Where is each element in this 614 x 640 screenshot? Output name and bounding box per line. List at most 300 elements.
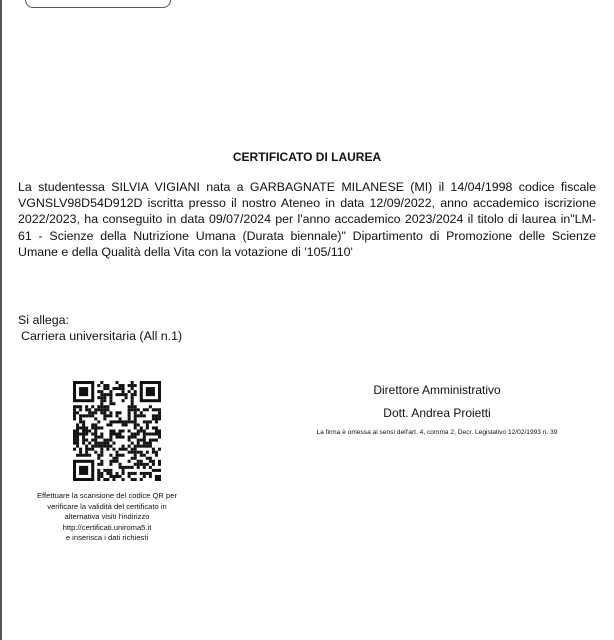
qr-module <box>79 417 82 420</box>
qr-module <box>152 460 155 463</box>
qr-module <box>94 429 97 432</box>
qr-module <box>91 433 94 436</box>
qr-module <box>143 466 146 469</box>
qr-module <box>122 454 125 457</box>
qr-module <box>155 420 158 423</box>
qr-module <box>106 439 109 442</box>
qr-module <box>73 448 76 451</box>
qr-module <box>103 445 106 448</box>
qr-module <box>100 408 103 411</box>
qr-module <box>134 426 137 429</box>
qr-module <box>152 426 155 429</box>
qr-module <box>131 457 134 460</box>
qr-module <box>103 442 106 445</box>
qr-module <box>152 414 155 417</box>
qr-module <box>134 463 137 466</box>
qr-module <box>73 405 76 408</box>
qr-module <box>122 436 125 439</box>
qr-module <box>131 451 134 454</box>
qr-module <box>82 433 85 436</box>
qr-module <box>137 429 140 432</box>
qr-module <box>97 426 100 429</box>
qr-module <box>94 436 97 439</box>
qr-module <box>137 463 140 466</box>
qr-module <box>94 442 97 445</box>
qr-module <box>91 411 94 414</box>
qr-module <box>137 442 140 445</box>
qr-module <box>125 423 128 426</box>
qr-module <box>85 439 88 442</box>
qr-module <box>155 475 158 478</box>
qr-module <box>128 436 131 439</box>
qr-module <box>134 417 137 420</box>
qr-module <box>122 469 125 472</box>
qr-module <box>115 381 118 384</box>
qr-module <box>100 402 103 405</box>
signature-note: La firma è omessa ai sensi dell'art. 4, comma 2, Decr. Legislativo 12/02/1993 n. 39 <box>316 429 558 436</box>
qr-module <box>76 405 79 408</box>
qr-caption-line: verificare la validità del certificato in <box>47 501 167 511</box>
qr-module <box>134 451 137 454</box>
signatory-role: Direttore Amministrativo <box>373 383 501 397</box>
qr-module <box>125 466 128 469</box>
qr-module <box>134 423 137 426</box>
qr-module <box>76 423 79 426</box>
qr-module <box>146 457 149 460</box>
qr-module <box>79 433 82 436</box>
qr-module <box>103 439 106 442</box>
qr-module <box>155 417 158 420</box>
qr-module <box>76 433 79 436</box>
qr-module <box>149 445 152 448</box>
qr-module <box>100 426 103 429</box>
qr-module <box>155 439 158 442</box>
qr-module <box>158 429 161 432</box>
header-box <box>25 0 171 8</box>
qr-module <box>106 408 109 411</box>
qr-module <box>146 423 149 426</box>
qr-module <box>125 420 128 423</box>
qr-module <box>103 384 106 387</box>
qr-module <box>119 429 122 432</box>
qr-module <box>122 429 125 432</box>
qr-module <box>112 433 115 436</box>
qr-module <box>119 387 122 390</box>
qr-module <box>155 414 158 417</box>
qr-module <box>137 433 140 436</box>
qr-module <box>143 472 146 475</box>
qr-module <box>94 445 97 448</box>
signatory-name: Dott. Andrea Proietti <box>383 406 491 420</box>
qr-module <box>100 411 103 414</box>
qr-module <box>119 454 122 457</box>
qr-module <box>134 420 137 423</box>
qr-module <box>143 439 146 442</box>
qr-module <box>94 408 97 411</box>
qr-module <box>112 448 115 451</box>
qr-module <box>91 448 94 451</box>
qr-module <box>97 457 100 460</box>
qr-module <box>131 393 134 396</box>
qr-module <box>103 408 106 411</box>
qr-module <box>76 439 79 442</box>
qr-module <box>82 429 85 432</box>
qr-module <box>100 396 103 399</box>
qr-module <box>79 414 82 417</box>
certificate-body: La studentessa SILVIA VIGIANI nata a GARBAGNATE MILANESE (MI) il 14/04/1998 codice fiscale VGNSLV98D54D912D iscritta presso il nostro Ateneo in data 12/09/2022, anno accademico iscrizione 2022/2023, ha conseguito in data 09/07/2024 per l'anno accademico 2023/2024 il titolo di laurea in"LM-61 - Scienze della Nutrizione Umana (Durata biennale)" Dipartimento di Promozione delle Scienze Umane e della Qualità della Vita con la votazione di '105/110' <box>18 180 596 259</box>
qr-module <box>149 442 152 445</box>
qr-module <box>140 429 143 432</box>
qr-module <box>109 402 112 405</box>
qr-module <box>79 408 82 411</box>
qr-module <box>100 442 103 445</box>
qr-module <box>119 436 122 439</box>
qr-module <box>97 475 100 478</box>
qr-finder <box>79 466 88 475</box>
qr-module <box>122 384 125 387</box>
qr-module <box>146 451 149 454</box>
qr-module <box>97 463 100 466</box>
qr-module <box>140 472 143 475</box>
attachments <box>18 313 182 344</box>
qr-caption-url: http://certificati.uniroma5.it <box>62 522 152 532</box>
qr-module <box>103 405 106 408</box>
qr-module <box>155 454 158 457</box>
qr-module <box>140 426 143 429</box>
qr-module <box>100 436 103 439</box>
qr-module <box>115 393 118 396</box>
qr-module <box>119 433 122 436</box>
qr-module <box>73 433 76 436</box>
qr-module <box>88 414 91 417</box>
qr-module <box>94 439 97 442</box>
qr-module <box>82 414 85 417</box>
qr-module <box>97 390 100 393</box>
qr-module <box>134 472 137 475</box>
qr-module <box>73 436 76 439</box>
qr-module <box>91 414 94 417</box>
qr-module <box>106 405 109 408</box>
qr-module <box>125 396 128 399</box>
qr-module <box>82 426 85 429</box>
qr-module <box>134 454 137 457</box>
qr-module <box>109 423 112 426</box>
qr-module <box>109 454 112 457</box>
qr-module <box>122 478 125 481</box>
qr-module <box>91 426 94 429</box>
qr-module <box>82 423 85 426</box>
qr-module <box>79 420 82 423</box>
qr-module <box>146 420 149 423</box>
qr-module <box>76 429 79 432</box>
qr-module <box>106 393 109 396</box>
qr-module <box>115 436 118 439</box>
qr-module <box>155 469 158 472</box>
qr-module <box>88 454 91 457</box>
qr-module <box>131 408 134 411</box>
qr-module <box>100 463 103 466</box>
qr-module <box>106 423 109 426</box>
qr-module <box>100 445 103 448</box>
qr-module <box>106 414 109 417</box>
qr-module <box>137 439 140 442</box>
qr-module <box>100 448 103 451</box>
qr-module <box>152 448 155 451</box>
qr-module <box>155 429 158 432</box>
qr-module <box>152 469 155 472</box>
qr-module <box>122 466 125 469</box>
qr-module <box>85 433 88 436</box>
qr-module <box>73 411 76 414</box>
qr-module <box>131 448 134 451</box>
qr-module <box>112 475 115 478</box>
qr-module <box>128 466 131 469</box>
qr-module <box>100 475 103 478</box>
qr-module <box>155 408 158 411</box>
qr-module <box>112 457 115 460</box>
qr-module <box>140 463 143 466</box>
qr-module <box>128 472 131 475</box>
qr-module <box>122 420 125 423</box>
qr-module <box>112 402 115 405</box>
qr-module <box>97 396 100 399</box>
qr-module <box>155 433 158 436</box>
qr-module <box>106 387 109 390</box>
qr-module <box>128 414 131 417</box>
qr-module <box>88 448 91 451</box>
qr-module <box>149 472 152 475</box>
attachment-item: Carriera universitaria (All n.1) <box>21 328 183 343</box>
qr-module <box>76 436 79 439</box>
qr-module <box>79 405 82 408</box>
qr-module <box>109 399 112 402</box>
qr-module <box>137 408 140 411</box>
qr-module <box>131 387 134 390</box>
qr-module <box>158 411 161 414</box>
qr-module <box>115 420 118 423</box>
qr-module <box>134 384 137 387</box>
qr-module <box>146 433 149 436</box>
qr-module <box>131 381 134 384</box>
qr-module <box>112 387 115 390</box>
qr-module <box>131 436 134 439</box>
qr-module <box>131 405 134 408</box>
qr-module <box>112 478 115 481</box>
qr-module <box>149 466 152 469</box>
qr-module <box>109 414 112 417</box>
qr-module <box>119 466 122 469</box>
qr-module <box>152 408 155 411</box>
qr-module <box>85 408 88 411</box>
qr-caption <box>30 491 184 544</box>
qr-module <box>91 445 94 448</box>
qr-module <box>137 466 140 469</box>
qr-module <box>88 408 91 411</box>
qr-module <box>152 417 155 420</box>
qr-module <box>119 411 122 414</box>
qr-module <box>146 426 149 429</box>
qr-module <box>140 439 143 442</box>
qr-module <box>137 451 140 454</box>
qr-module <box>134 457 137 460</box>
qr-module <box>125 393 128 396</box>
qr-module <box>115 451 118 454</box>
qr-module <box>140 478 143 481</box>
qr-module <box>122 423 125 426</box>
qr-module <box>140 445 143 448</box>
qr-module <box>112 420 115 423</box>
qr-module <box>73 429 76 432</box>
qr-module <box>85 429 88 432</box>
qr-module <box>94 411 97 414</box>
qr-module <box>106 445 109 448</box>
qr-module <box>103 469 106 472</box>
qr-module <box>143 433 146 436</box>
qr-module <box>103 411 106 414</box>
attachments-label: Si allega: <box>18 313 69 327</box>
qr-module <box>103 399 106 402</box>
qr-module <box>97 408 100 411</box>
qr-module <box>100 399 103 402</box>
qr-module <box>76 445 79 448</box>
qr-module <box>109 463 112 466</box>
qr-module <box>91 423 94 426</box>
qr-module <box>103 387 106 390</box>
qr-module <box>128 439 131 442</box>
qr-module <box>82 420 85 423</box>
qr-module <box>158 448 161 451</box>
qr-module <box>158 475 161 478</box>
qr-module <box>134 414 137 417</box>
qr-module <box>115 457 118 460</box>
qr-module <box>91 439 94 442</box>
qr-module <box>131 478 134 481</box>
qr-module <box>128 429 131 432</box>
qr-module <box>128 460 131 463</box>
qr-module <box>100 433 103 436</box>
qr-module <box>109 460 112 463</box>
qr-module <box>82 454 85 457</box>
qr-module <box>82 439 85 442</box>
qr-module <box>143 442 146 445</box>
qr-module <box>128 405 131 408</box>
qr-module <box>73 414 76 417</box>
qr-module <box>143 420 146 423</box>
qr-module <box>97 405 100 408</box>
qr-module <box>158 433 161 436</box>
qr-caption-line: alternativa visiti l'indirizzo <box>64 512 150 521</box>
qr-module <box>128 384 131 387</box>
qr-module <box>88 411 91 414</box>
qr-module <box>85 448 88 451</box>
qr-module <box>106 469 109 472</box>
qr-module <box>73 442 76 445</box>
qr-module <box>143 408 146 411</box>
qr-module <box>73 417 76 420</box>
qr-module <box>97 445 100 448</box>
qr-caption-line: e inserisca i dati richiesti <box>65 533 149 542</box>
qr-module <box>103 414 106 417</box>
qr-module <box>152 433 155 436</box>
qr-module <box>128 390 131 393</box>
qr-module <box>76 442 79 445</box>
qr-module <box>152 451 155 454</box>
qr-module <box>143 475 146 478</box>
qr-module <box>137 460 140 463</box>
qr-module <box>158 417 161 420</box>
qr-module <box>106 384 109 387</box>
qr-module <box>100 393 103 396</box>
qr-module <box>158 436 161 439</box>
qr-module <box>97 469 100 472</box>
qr-module <box>128 420 131 423</box>
qr-module <box>134 390 137 393</box>
qr-module <box>73 439 76 442</box>
qr-module <box>106 478 109 481</box>
qr-module <box>128 445 131 448</box>
qr-module <box>143 436 146 439</box>
qr-module <box>106 448 109 451</box>
qr-module <box>100 451 103 454</box>
qr-module <box>122 472 125 475</box>
qr-module <box>109 411 112 414</box>
qr-module <box>158 460 161 463</box>
qr-module <box>152 439 155 442</box>
qr-module <box>112 429 115 432</box>
qr-module <box>128 417 131 420</box>
qr-module <box>143 454 146 457</box>
qr-module <box>109 396 112 399</box>
qr-module <box>109 420 112 423</box>
qr-module <box>100 390 103 393</box>
qr-finder <box>79 387 88 396</box>
qr-module <box>103 417 106 420</box>
qr-module <box>115 433 118 436</box>
qr-module <box>131 433 134 436</box>
qr-module <box>131 442 134 445</box>
qr-module <box>100 460 103 463</box>
qr-module <box>112 442 115 445</box>
qr-module <box>115 454 118 457</box>
qr-module <box>140 460 143 463</box>
qr-module <box>128 451 131 454</box>
qr-module <box>115 460 118 463</box>
qr-module <box>97 472 100 475</box>
qr-module <box>158 478 161 481</box>
qr-module <box>85 445 88 448</box>
qr-module <box>106 472 109 475</box>
qr-module <box>109 436 112 439</box>
qr-module <box>115 472 118 475</box>
qr-module <box>109 390 112 393</box>
qr-code <box>73 381 161 481</box>
qr-module <box>122 445 125 448</box>
qr-module <box>137 423 140 426</box>
qr-module <box>155 451 158 454</box>
qr-module <box>137 445 140 448</box>
qr-module <box>97 454 100 457</box>
qr-module <box>115 411 118 414</box>
qr-module <box>122 399 125 402</box>
qr-module <box>149 420 152 423</box>
qr-module <box>149 457 152 460</box>
qr-module <box>119 393 122 396</box>
qr-module <box>122 448 125 451</box>
qr-module <box>137 414 140 417</box>
qr-module <box>131 472 134 475</box>
qr-module <box>119 420 122 423</box>
qr-module <box>140 454 143 457</box>
